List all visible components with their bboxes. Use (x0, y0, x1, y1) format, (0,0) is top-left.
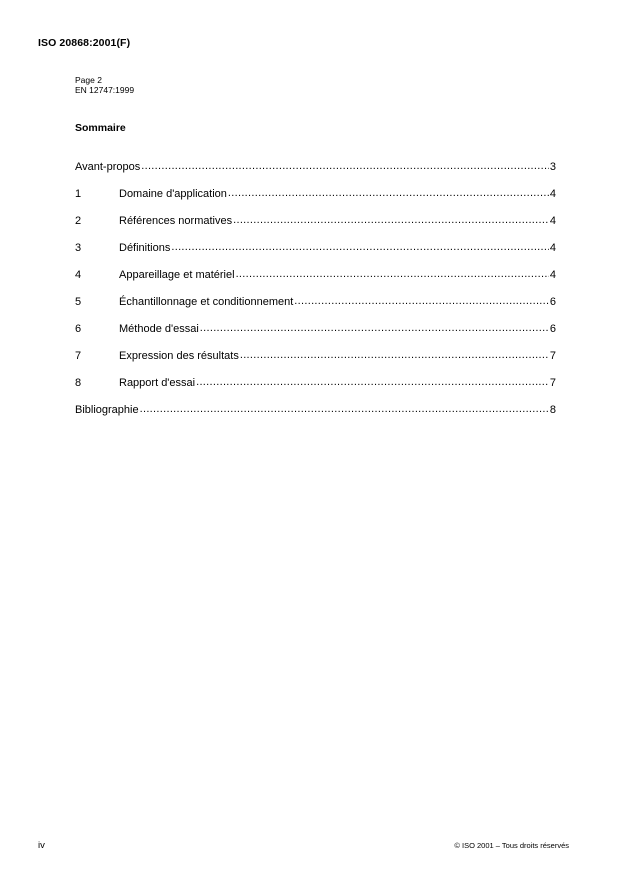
toc-dot-leader (294, 295, 549, 305)
toc-entry-page: 4 (549, 188, 556, 200)
toc-dot-leader (233, 214, 549, 224)
toc-entry-page: 7 (549, 350, 556, 362)
toc-entry-title: Domaine d'application (119, 188, 227, 200)
page-label: Page 2 (75, 75, 102, 85)
toc-entry-number: 8 (75, 377, 82, 389)
toc-entry-page: 6 (549, 296, 556, 308)
toc-entry-references[interactable] (75, 214, 556, 241)
toc-entry-number: 5 (75, 296, 82, 308)
toc-entry-methode[interactable] (75, 322, 556, 349)
en-reference: EN 12747:1999 (75, 85, 135, 95)
toc-entry-title: Bibliographie (75, 404, 139, 416)
toc-entry-number: 3 (75, 242, 82, 254)
table-of-contents (75, 160, 556, 430)
page-reference (75, 75, 134, 95)
toc-entry-definitions[interactable] (75, 241, 556, 268)
toc-entry-page: 4 (549, 215, 556, 227)
toc-entry-bibliographie[interactable] (75, 403, 556, 430)
toc-entry-title: Avant-propos (75, 161, 141, 173)
footer-copyright: © ISO 2001 – Tous droits réservés (454, 841, 569, 850)
toc-dot-leader (228, 187, 549, 197)
toc-dot-leader (196, 376, 549, 386)
toc-entry-echantillonnage[interactable] (75, 295, 556, 322)
document-id-header: ISO 20868:2001(F) (38, 37, 131, 49)
toc-entry-rapport[interactable] (75, 376, 556, 403)
toc-entry-number: 4 (75, 269, 82, 281)
toc-dot-leader (140, 403, 549, 413)
toc-entry-page: 4 (549, 242, 556, 254)
toc-dot-leader (171, 241, 549, 251)
toc-entry-page: 6 (549, 323, 556, 335)
toc-entry-title: Appareillage et matériel (119, 269, 235, 281)
toc-entry-appareillage[interactable] (75, 268, 556, 295)
toc-heading: Sommaire (75, 122, 126, 134)
footer-page-number: iv (38, 840, 45, 851)
toc-entry-title: Échantillonnage et conditionnement (119, 296, 294, 308)
toc-entry-page: 7 (549, 377, 556, 389)
toc-entry-avant-propos[interactable] (75, 160, 556, 187)
toc-dot-leader (200, 322, 549, 332)
toc-entry-title: Références normatives (119, 215, 233, 227)
toc-entry-number: 6 (75, 323, 82, 335)
toc-dot-leader (240, 349, 549, 359)
toc-entry-title: Rapport d'essai (119, 377, 196, 389)
toc-entry-expression[interactable] (75, 349, 556, 376)
toc-entry-number: 1 (75, 188, 82, 200)
toc-entry-title: Expression des résultats (119, 350, 239, 362)
toc-entry-domaine[interactable] (75, 187, 556, 214)
toc-entry-page: 3 (549, 161, 556, 173)
toc-entry-page: 8 (549, 404, 556, 416)
toc-dot-leader (141, 160, 549, 170)
toc-dot-leader (236, 268, 549, 278)
toc-entry-number: 7 (75, 350, 82, 362)
toc-entry-page: 4 (549, 269, 556, 281)
toc-entry-title: Définitions (119, 242, 171, 254)
toc-entry-title: Méthode d'essai (119, 323, 199, 335)
toc-entry-number: 2 (75, 215, 82, 227)
